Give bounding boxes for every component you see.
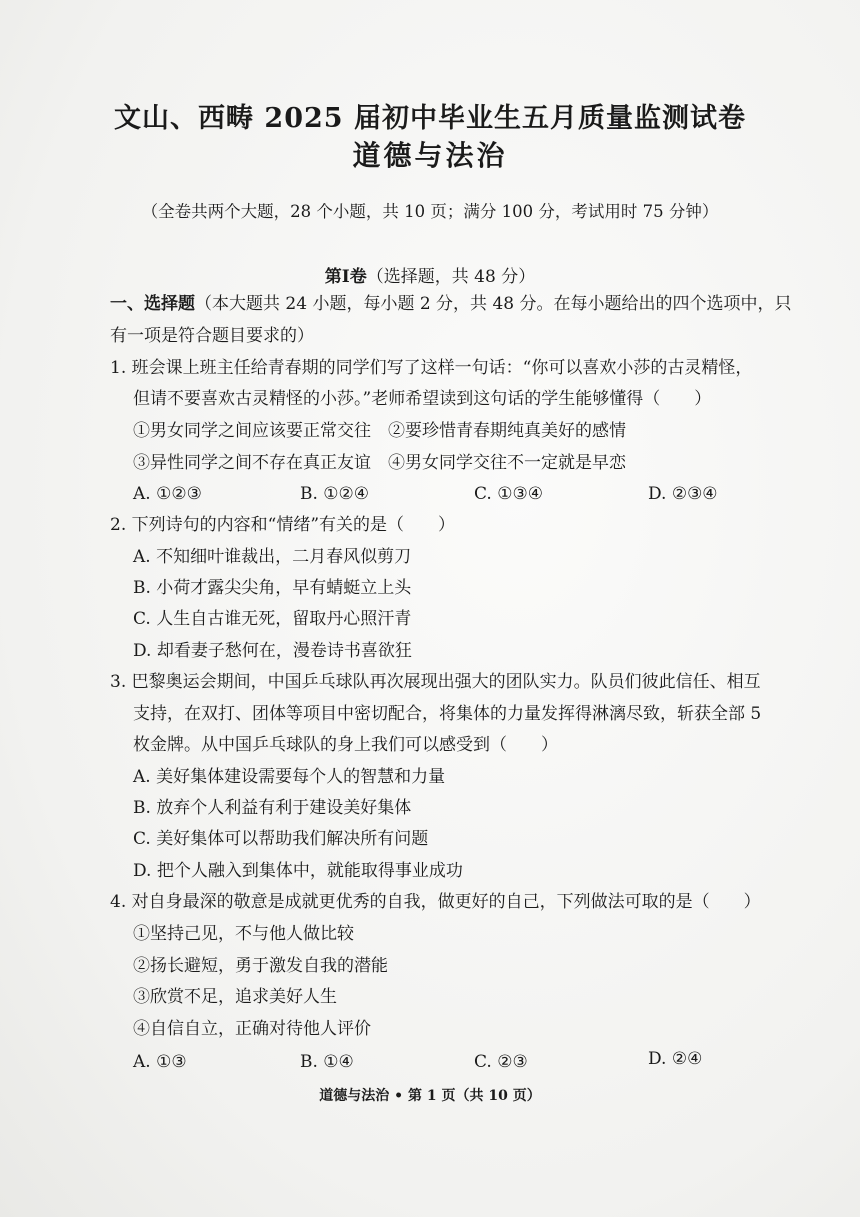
q2-stem: 2. 下列诗句的内容和“情绪”有关的是（ ） — [110, 515, 456, 535]
q3-option-b: B. 放弃个人利益有利于建设美好集体 — [133, 798, 412, 818]
q3-option-d: D. 把个人融入到集体中，就能取得事业成功 — [133, 861, 463, 881]
q4-stem: 4. 对自身最深的敬意是成就更优秀的自我，做更好的自己，下列做法可取的是（ ） — [110, 892, 761, 912]
q1-stem-line1: 1. 班会课上班主任给青春期的同学们写了这样一句话：“你可以喜欢小莎的古灵精怪， — [110, 358, 753, 378]
q3-stem-line2: 支持，在双打、团体等项目中密切配合，将集体的力量发挥得淋漓尽致，斩获全部 5 — [133, 704, 762, 724]
page-footer: 道德与法治 • 第 1 页（共 10 页） — [319, 1088, 541, 1104]
part-desc-line1: （本大题共 24 小题，每小题 2 分，共 48 分。在每小题给出的四个选项中，只 — [195, 294, 792, 314]
q1-option-d: D. ②③④ — [648, 484, 718, 504]
q3-option-c: C. 美好集体可以帮助我们解决所有问题 — [133, 829, 429, 849]
q1-statement-1: ①男女同学之间应该要正常交往 ②要珍惜青春期纯真美好的感情 — [133, 421, 626, 441]
volume-note: （选择题，共 48 分） — [366, 267, 536, 287]
q4-statement-4: ④自信自立，正确对待他人评价 — [133, 1019, 371, 1039]
q3-option-a: A. 美好集体建设需要每个人的智慧和力量 — [133, 767, 446, 787]
q4-option-b: B. ①④ — [300, 1052, 354, 1072]
q1-option-b: B. ①②④ — [300, 484, 370, 504]
volume-heading — [0, 262, 860, 287]
q4-option-c: C. ②③ — [474, 1052, 528, 1072]
exam-info: （全卷共两个大题，28 个小题，共 10 页；满分 100 分，考试用时 75 分钟） — [141, 202, 719, 221]
q1-option-c: C. ①③④ — [474, 484, 543, 504]
q1-stem-line2: 但请不要喜欢古灵精怪的小莎。”老师希望读到这句话的学生能够懂得（ ） — [133, 389, 712, 409]
part-title: 一、选择题 — [110, 294, 195, 314]
q2-option-d: D. 却看妻子愁何在，漫卷诗书喜欲狂 — [133, 641, 412, 661]
q4-statement-3: ③欣赏不足，追求美好人生 — [133, 987, 337, 1007]
q2-option-b: B. 小荷才露尖尖角，早有蜻蜓立上头 — [133, 578, 412, 598]
part-heading — [110, 293, 792, 315]
q4-statement-1: ①坚持己见，不与他人做比较 — [133, 924, 354, 944]
q2-option-a: A. 不知细叶谁裁出，二月春风似剪刀 — [133, 547, 412, 567]
q4-statement-2: ②扬长避短，勇于激发自我的潜能 — [133, 956, 388, 976]
q1-option-a: A. ①②③ — [133, 484, 202, 504]
exam-title: 文山、西畴 2025 届初中毕业生五月质量监测试卷 — [114, 103, 746, 134]
q3-stem-line1: 3. 巴黎奥运会期间，中国乒乓球队再次展现出强大的团队实力。队员们彼此信任、相互 — [110, 672, 761, 692]
q1-statement-2: ③异性同学之间不存在真正友谊 ④男女同学交往不一定就是早恋 — [133, 453, 626, 473]
volume-title: 第Ⅰ卷 — [324, 267, 367, 287]
q2-option-c: C. 人生自古谁无死，留取丹心照汗青 — [133, 609, 412, 629]
exam-subject: 道德与法治 — [352, 139, 508, 172]
q4-option-a: A. ①③ — [133, 1052, 187, 1072]
q4-option-d: D. ②④ — [648, 1049, 703, 1069]
part-desc-line2: 有一项是符合题目要求的） — [110, 326, 314, 346]
q3-stem-line3: 枚金牌。从中国乒乓球队的身上我们可以感受到（ ） — [133, 735, 558, 755]
